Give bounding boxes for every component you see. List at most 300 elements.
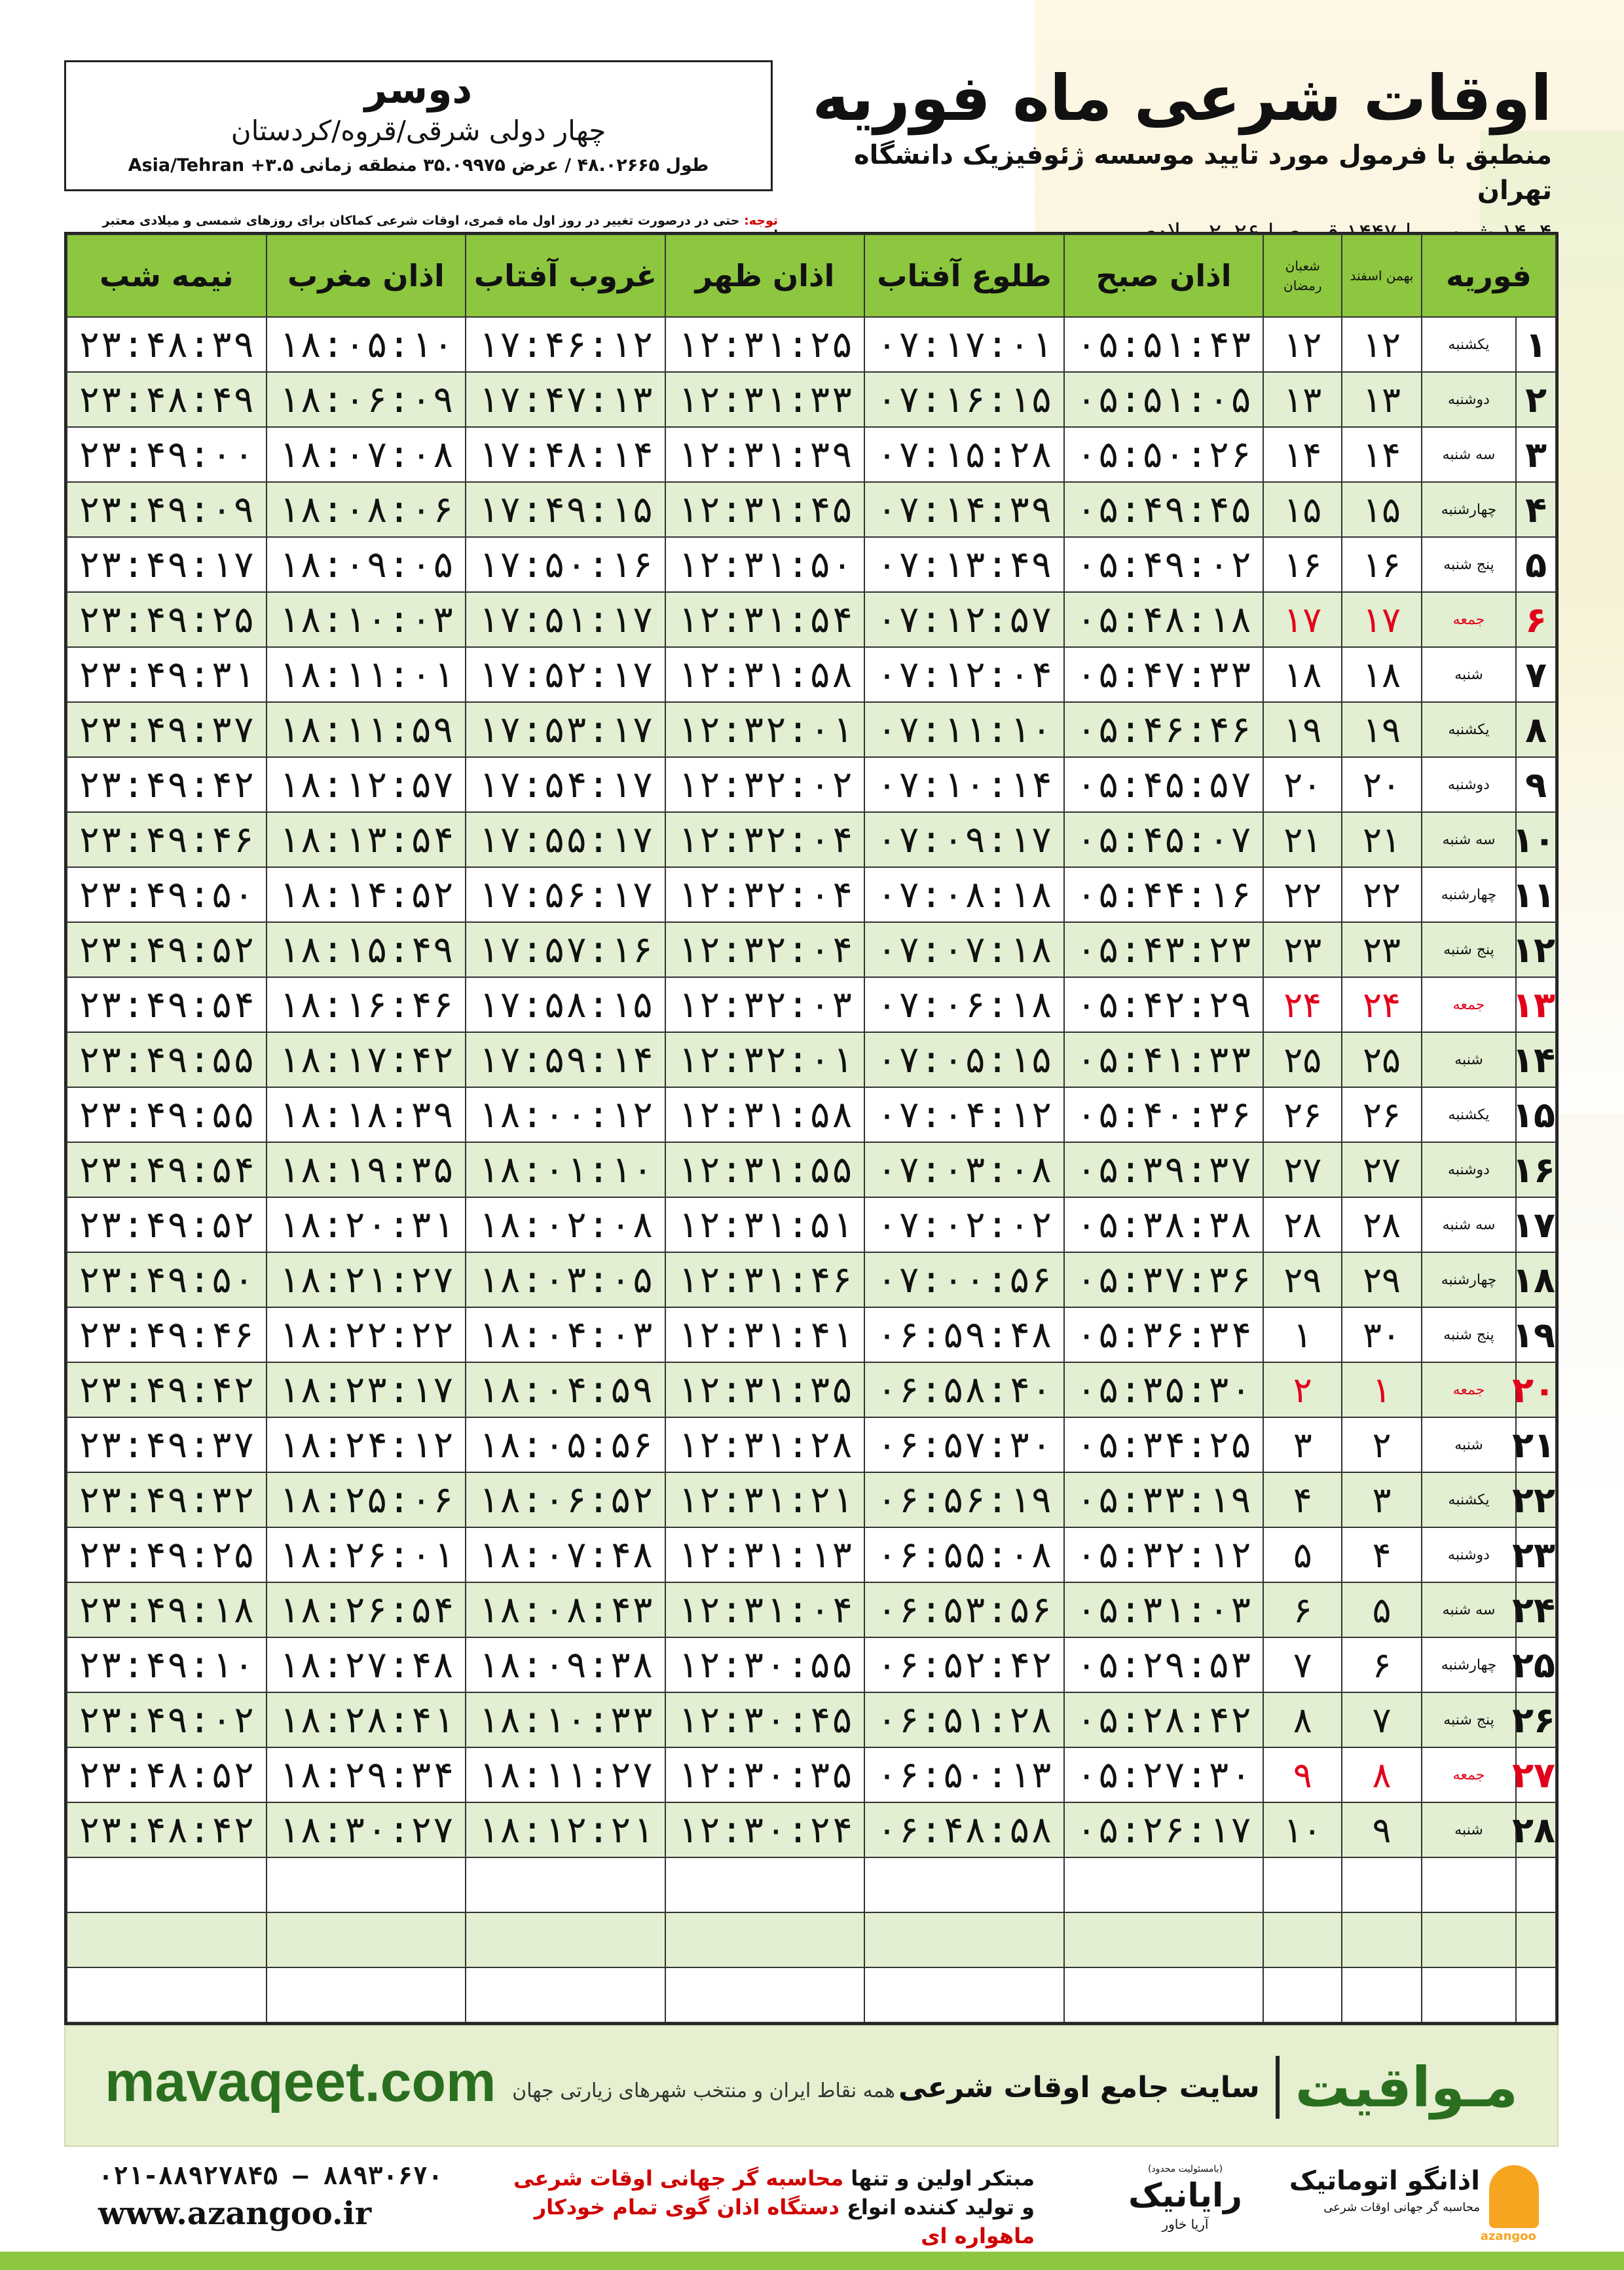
lunar-date: ۵ [1263,1527,1342,1582]
fajr-time: ۰۵:۳۵:۳۰ [1064,1362,1264,1417]
fajr-time: ۰۵:۳۲:۱۲ [1064,1527,1264,1582]
midnight-time: ۲۳:۴۹:۵۴ [67,1142,267,1197]
table-row [67,537,1556,592]
fajr-time: ۰۵:۲۷:۳۰ [1064,1747,1264,1802]
empty-cell [267,1857,466,1912]
midnight-time: ۲۳:۴۸:۳۹ [67,317,267,372]
midnight-time: ۲۳:۴۹:۵۰ [67,867,267,922]
maghrib-time: ۱۸:۰۵:۱۰ [267,317,466,372]
solar-date: ۲۶ [1342,1087,1422,1142]
maghrib-time: ۱۸:۱۱:۵۹ [267,702,466,757]
day-number: ۱۳ [1516,977,1556,1032]
region-name: چهار دولی شرقی/قروه/کردستان [231,115,606,147]
sunset-time: ۱۸:۱۲:۲۱ [466,1802,665,1857]
midnight-time: ۲۳:۴۹:۳۲ [67,1472,267,1527]
dhuhr-time: ۱۲:۳۱:۵۵ [665,1142,865,1197]
dhuhr-time: ۱۲:۳۲:۰۱ [665,1032,865,1087]
sunrise-time: ۰۷:۱۵:۲۸ [864,427,1064,482]
table-body [67,317,1556,2022]
midnight-time: ۲۳:۴۹:۲۵ [67,1527,267,1582]
empty-cell [1516,1967,1556,2022]
solar-date: ۱۸ [1342,647,1422,702]
fajr-time: ۰۵:۴۵:۰۷ [1064,812,1264,867]
day-number: ۷ [1516,647,1556,702]
weekday: پنج شنبه [1422,1307,1516,1362]
sunrise-time: ۰۷:۱۱:۱۰ [864,702,1064,757]
rayanik-logo [1107,2164,1264,2242]
lunar-date: ۱۷ [1263,592,1342,647]
dhuhr-time: ۱۲:۳۱:۳۵ [665,1362,865,1417]
sunrise-time: ۰۶:۵۲:۴۲ [864,1637,1064,1692]
header-sunset: غروب آفتاب [466,234,665,317]
fajr-time: ۰۵:۵۱:۴۳ [1064,317,1264,372]
fajr-time: ۰۵:۵۰:۲۶ [1064,427,1264,482]
table-row [67,1527,1556,1582]
table-row [67,757,1556,812]
website-url[interactable]: mavaqeet.com [105,2051,496,2113]
maghrib-time: ۱۸:۱۸:۳۹ [267,1087,466,1142]
dhuhr-time: ۱۲:۳۲:۰۳ [665,977,865,1032]
day-number: ۱۴ [1516,1032,1556,1087]
sunset-time: ۱۸:۰۱:۱۰ [466,1142,665,1197]
maghrib-time: ۱۸:۲۳:۱۷ [267,1362,466,1417]
day-number: ۲۱ [1516,1417,1556,1472]
solar-date: ۲۹ [1342,1252,1422,1307]
maghrib-time: ۱۸:۱۴:۵۲ [267,867,466,922]
solar-date: ۳۰ [1342,1307,1422,1362]
maghrib-time: ۱۸:۱۶:۴۶ [267,977,466,1032]
empty-row [67,1857,1556,1912]
sunrise-time: ۰۷:۱۳:۴۹ [864,537,1064,592]
day-number: ۱۵ [1516,1087,1556,1142]
dhuhr-time: ۱۲:۳۱:۴۶ [665,1252,865,1307]
midnight-time: ۲۳:۴۹:۴۶ [67,1307,267,1362]
coordinates: طول ۴۸.۰۲۶۶۵ / عرض ۳۵.۰۹۹۷۵ منطقه زمانی ۳.۵+ Asia/Tehran [128,155,709,176]
empty-cell [1342,1967,1422,2022]
sunrise-time: ۰۷:۰۵:۱۵ [864,1032,1064,1087]
table-row [67,1417,1556,1472]
lunar-date: ۳ [1263,1417,1342,1472]
day-number: ۲ [1516,372,1556,427]
empty-cell [1422,1967,1516,2022]
weekday: پنج شنبه [1422,922,1516,977]
empty-row [67,1967,1556,2022]
website-brand-group [512,2055,1518,2119]
fajr-time: ۰۵:۳۸:۳۸ [1064,1197,1264,1252]
sunrise-time: ۰۶:۵۶:۱۹ [864,1472,1064,1527]
empty-cell [1342,1912,1422,1967]
table-row [67,1142,1556,1197]
solar-date: ۱۷ [1342,592,1422,647]
empty-cell [466,1912,665,1967]
azangoo-logo [1283,2161,1539,2246]
table-row [67,1252,1556,1307]
day-number: ۱۹ [1516,1307,1556,1362]
solar-date: ۱۲ [1342,317,1422,372]
midnight-time: ۲۳:۴۹:۱۸ [67,1582,267,1637]
empty-cell [665,1912,865,1967]
solar-date: ۲۸ [1342,1197,1422,1252]
lunar-date: ۱۹ [1263,702,1342,757]
day-number: ۲۴ [1516,1582,1556,1637]
maghrib-time: ۱۸:۲۱:۲۷ [267,1252,466,1307]
lunar-date: ۶ [1263,1582,1342,1637]
day-number: ۱۷ [1516,1197,1556,1252]
day-number: ۱ [1516,317,1556,372]
lunar-date: ۱۵ [1263,482,1342,537]
solar-date: ۹ [1342,1802,1422,1857]
sunrise-time: ۰۷:۰۰:۵۶ [864,1252,1064,1307]
sunrise-time: ۰۷:۰۷:۱۸ [864,922,1064,977]
day-number: ۱۲ [1516,922,1556,977]
weekday: جمعه [1422,1747,1516,1802]
weekday: دوشنبه [1422,372,1516,427]
midnight-time: ۲۳:۴۹:۱۰ [67,1637,267,1692]
header-lunar-month: شعبان رمضان [1263,234,1342,317]
page-title: اوقات شرعی ماه فوریه [812,62,1552,135]
maghrib-time: ۱۸:۰۶:۰۹ [267,372,466,427]
lunar-date: ۲ [1263,1362,1342,1417]
lunar-date: ۲۹ [1263,1252,1342,1307]
weekday: سه شنبه [1422,427,1516,482]
title-block [799,59,1552,251]
maghrib-time: ۱۸:۳۰:۲۷ [267,1802,466,1857]
weekday: شنبه [1422,1802,1516,1857]
midnight-time: ۲۳:۴۹:۵۴ [67,977,267,1032]
day-number: ۳ [1516,427,1556,482]
sunrise-time: ۰۷:۱۲:۵۷ [864,592,1064,647]
solar-date: ۸ [1342,1747,1422,1802]
midnight-time: ۲۳:۴۹:۵۵ [67,1087,267,1142]
midnight-time: ۲۳:۴۹:۰۰ [67,427,267,482]
weekday: پنج شنبه [1422,537,1516,592]
solar-date: ۳ [1342,1472,1422,1527]
day-number: ۸ [1516,702,1556,757]
midnight-time: ۲۳:۴۸:۴۹ [67,372,267,427]
dhuhr-time: ۱۲:۳۱:۳۳ [665,372,865,427]
lunar-date: ۱ [1263,1307,1342,1362]
fajr-time: ۰۵:۴۹:۰۲ [1064,537,1264,592]
maghrib-time: ۱۸:۱۷:۴۲ [267,1032,466,1087]
maghrib-time: ۱۸:۱۲:۵۷ [267,757,466,812]
sunset-time: ۱۸:۰۵:۵۶ [466,1417,665,1472]
sunset-time: ۱۸:۰۲:۰۸ [466,1197,665,1252]
sunset-time: ۱۷:۴۷:۱۳ [466,372,665,427]
fajr-time: ۰۵:۴۳:۲۳ [1064,922,1264,977]
sunset-time: ۱۷:۴۸:۱۴ [466,427,665,482]
slogan-sub: همه نقاط ایران و منتخب شهرهای زیارتی جهان [512,2079,895,2102]
solar-date: ۱۳ [1342,372,1422,427]
midnight-time: ۲۳:۴۹:۵۰ [67,1252,267,1307]
weekday: یکشنبه [1422,702,1516,757]
fajr-time: ۰۵:۴۶:۴۶ [1064,702,1264,757]
weekday: چهارشنبه [1422,482,1516,537]
sunset-time: ۱۷:۵۳:۱۷ [466,702,665,757]
sunset-time: ۱۸:۰۶:۵۲ [466,1472,665,1527]
dhuhr-time: ۱۲:۳۰:۵۵ [665,1637,865,1692]
solar-date: ۵ [1342,1582,1422,1637]
sunset-time: ۱۸:۰۴:۰۳ [466,1307,665,1362]
day-number: ۱۸ [1516,1252,1556,1307]
sunset-time: ۱۸:۰۹:۳۸ [466,1637,665,1692]
lunar-date: ۲۴ [1263,977,1342,1032]
lunar-date: ۲۱ [1263,812,1342,867]
sunset-time: ۱۸:۰۰:۱۲ [466,1087,665,1142]
phone-numbers: ۰۲۱-۸۸۹۲۷۸۴۵ – ۸۸۹۳۰۶۷۰ [98,2161,443,2190]
line2-highlight: دستگاه اذان گوی تمام خودکار ماهواره ای [534,2195,1035,2248]
sunset-time: ۱۸:۰۴:۵۹ [466,1362,665,1417]
maghrib-time: ۱۸:۱۱:۰۱ [267,647,466,702]
lunar-date: ۲۲ [1263,867,1342,922]
empty-cell [1064,1967,1264,2022]
location-box [64,60,773,191]
notice-label: توجه: [744,214,778,228]
fajr-time: ۰۵:۴۸:۱۸ [1064,592,1264,647]
maghrib-time: ۱۸:۲۲:۲۲ [267,1307,466,1362]
empty-cell [67,1857,267,1912]
day-number: ۲۰ [1516,1362,1556,1417]
weekday: جمعه [1422,1362,1516,1417]
day-number: ۴ [1516,482,1556,537]
midnight-time: ۲۳:۴۹:۱۷ [67,537,267,592]
table-row [67,1032,1556,1087]
header-month: فوریه [1422,234,1556,317]
table-row [67,867,1556,922]
table-row [67,1087,1556,1142]
dhuhr-time: ۱۲:۳۱:۴۵ [665,482,865,537]
solar-date: ۱۶ [1342,537,1422,592]
maghrib-time: ۱۸:۱۵:۴۹ [267,922,466,977]
brand-logo-text: مـواقیت [1295,2055,1518,2119]
empty-cell [864,1967,1064,2022]
lunar-date: ۱۴ [1263,427,1342,482]
weekday: دوشنبه [1422,757,1516,812]
day-number: ۶ [1516,592,1556,647]
description-line-2 [498,2193,1035,2250]
solar-date: ۲۳ [1342,922,1422,977]
description-line-1 [498,2164,1035,2193]
table-row [67,372,1556,427]
rayanik-name: رایانیک [1128,2176,1242,2214]
maghrib-time: ۱۸:۰۷:۰۸ [267,427,466,482]
maghrib-time: ۱۸:۰۹:۰۵ [267,537,466,592]
solar-date: ۲۵ [1342,1032,1422,1087]
table-row [67,317,1556,372]
empty-cell [1263,1857,1342,1912]
dhuhr-time: ۱۲:۳۱:۵۴ [665,592,865,647]
sunrise-time: ۰۶:۵۹:۴۸ [864,1307,1064,1362]
weekday: دوشنبه [1422,1142,1516,1197]
contact-block [98,2161,504,2232]
empty-cell [864,1912,1064,1967]
header-sunrise: طلوع آفتاب [864,234,1064,317]
empty-cell [1064,1857,1264,1912]
lunar-date: ۱۶ [1263,537,1342,592]
weekday: دوشنبه [1422,1527,1516,1582]
day-number: ۲۲ [1516,1472,1556,1527]
fajr-time: ۰۵:۲۸:۴۲ [1064,1692,1264,1747]
sunrise-time: ۰۷:۱۴:۳۹ [864,482,1064,537]
header-solar-month: بهمن اسفند [1342,234,1422,317]
sunset-time: ۱۷:۵۱:۱۷ [466,592,665,647]
empty-cell [864,1857,1064,1912]
table-row [67,1307,1556,1362]
empty-cell [665,1857,865,1912]
maghrib-time: ۱۸:۲۹:۳۴ [267,1747,466,1802]
midnight-time: ۲۳:۴۹:۰۲ [67,1692,267,1747]
dhuhr-time: ۱۲:۳۱:۴۱ [665,1307,865,1362]
midnight-time: ۲۳:۴۹:۵۲ [67,1197,267,1252]
empty-cell [466,1857,665,1912]
table-header-row [67,234,1556,317]
prayer-table-wrapper [64,232,1559,2025]
maghrib-time: ۱۸:۰۸:۰۶ [267,482,466,537]
lunar-date: ۲۳ [1263,922,1342,977]
sunrise-time: ۰۷:۱۲:۰۴ [864,647,1064,702]
fajr-time: ۰۵:۳۳:۱۹ [1064,1472,1264,1527]
header-fajr: اذان صبح [1064,234,1264,317]
midnight-time: ۲۳:۴۹:۰۹ [67,482,267,537]
empty-cell [267,1912,466,1967]
fajr-time: ۰۵:۴۴:۱۶ [1064,867,1264,922]
solar-date: ۲۷ [1342,1142,1422,1197]
sunrise-time: ۰۷:۰۶:۱۸ [864,977,1064,1032]
day-number: ۱۱ [1516,867,1556,922]
fajr-time: ۰۵:۳۱:۰۳ [1064,1582,1264,1637]
midnight-time: ۲۳:۴۹:۴۲ [67,757,267,812]
table-row [67,812,1556,867]
page-subtitle: منطبق با فرمول مورد تایید موسسه ژئوفیزیک دانشگاه تهران [854,140,1552,206]
midnight-time: ۲۳:۴۹:۴۶ [67,812,267,867]
fajr-time: ۰۵:۴۷:۳۳ [1064,647,1264,702]
dhuhr-time: ۱۲:۳۱:۰۴ [665,1582,865,1637]
fajr-time: ۰۵:۳۹:۳۷ [1064,1142,1264,1197]
azangoo-slogan: محاسبه گر جهانی اوقات شرعی [1323,2201,1480,2214]
sunset-time: ۱۷:۵۲:۱۷ [466,647,665,702]
midnight-time: ۲۳:۴۹:۳۷ [67,1417,267,1472]
sunrise-time: ۰۷:۱۰:۱۴ [864,757,1064,812]
day-number: ۱۶ [1516,1142,1556,1197]
dhuhr-time: ۱۲:۳۲:۰۴ [665,922,865,977]
rayanik-sub: آریا خاور [1162,2216,1209,2232]
dhuhr-time: ۱۲:۳۰:۲۴ [665,1802,865,1857]
sunrise-time: ۰۷:۰۳:۰۸ [864,1142,1064,1197]
lunar-date: ۴ [1263,1472,1342,1527]
solar-date: ۲۴ [1342,977,1422,1032]
dhuhr-time: ۱۲:۳۲:۰۴ [665,812,865,867]
maghrib-time: ۱۸:۲۶:۵۴ [267,1582,466,1637]
empty-cell [1516,1857,1556,1912]
empty-cell [1516,1912,1556,1967]
azangoo-url[interactable]: www.azangoo.ir [98,2195,372,2232]
lunar-date: ۹ [1263,1747,1342,1802]
dhuhr-time: ۱۲:۳۰:۴۵ [665,1692,865,1747]
sunrise-time: ۰۷:۱۶:۱۵ [864,372,1064,427]
day-number: ۲۳ [1516,1527,1556,1582]
solar-date: ۷ [1342,1692,1422,1747]
sunset-time: ۱۷:۵۵:۱۷ [466,812,665,867]
table-row [67,702,1556,757]
sunset-time: ۱۷:۵۰:۱۶ [466,537,665,592]
table-row [67,1472,1556,1527]
line1-highlight: محاسبه گر جهانی اوقات شرعی [513,2166,844,2191]
solar-date: ۴ [1342,1527,1422,1582]
day-number: ۹ [1516,757,1556,812]
fajr-time: ۰۵:۴۵:۵۷ [1064,757,1264,812]
day-number: ۲۷ [1516,1747,1556,1802]
lunar-date: ۲۰ [1263,757,1342,812]
sunset-time: ۱۷:۵۴:۱۷ [466,757,665,812]
table-row [67,1197,1556,1252]
header-maghrib: اذان مغرب [267,234,466,317]
dhuhr-time: ۱۲:۳۰:۳۵ [665,1747,865,1802]
midnight-time: ۲۳:۴۹:۲۵ [67,592,267,647]
midnight-time: ۲۳:۴۹:۳۷ [67,702,267,757]
solar-date: ۶ [1342,1637,1422,1692]
empty-cell [67,1912,267,1967]
empty-cell [1342,1857,1422,1912]
dhuhr-time: ۱۲:۳۱:۳۹ [665,427,865,482]
fajr-time: ۰۵:۳۴:۲۵ [1064,1417,1264,1472]
maghrib-time: ۱۸:۲۵:۰۶ [267,1472,466,1527]
sunset-time: ۱۸:۱۱:۲۷ [466,1747,665,1802]
table-row [67,427,1556,482]
dhuhr-time: ۱۲:۳۲:۰۲ [665,757,865,812]
sunrise-time: ۰۶:۵۱:۲۸ [864,1692,1064,1747]
maghrib-time: ۱۸:۱۹:۳۵ [267,1142,466,1197]
midnight-time: ۲۳:۴۹:۵۲ [67,922,267,977]
maghrib-time: ۱۸:۲۰:۳۱ [267,1197,466,1252]
sunrise-time: ۰۶:۵۷:۳۰ [864,1417,1064,1472]
table-row [67,647,1556,702]
weekday: چهارشنبه [1422,1252,1516,1307]
notice-text: حتی در درصورت تغییر در روز اول ماه قمری، اوقات شرعی کماکان برای روزهای شمسی و میلادی معتبر [102,214,740,228]
line2-text: و تولید کننده انواع [839,2195,1035,2220]
weekday: پنج شنبه [1422,1692,1516,1747]
weekday: شنبه [1422,1417,1516,1472]
sunrise-time: ۰۶:۵۵:۰۸ [864,1527,1064,1582]
sunrise-time: ۰۶:۴۸:۵۸ [864,1802,1064,1857]
weekday: چهارشنبه [1422,1637,1516,1692]
solar-date: ۲۰ [1342,757,1422,812]
table-row [67,1802,1556,1857]
sunset-time: ۱۸:۰۳:۰۵ [466,1252,665,1307]
fajr-time: ۰۵:۳۶:۳۴ [1064,1307,1264,1362]
sunset-time: ۱۷:۴۶:۱۲ [466,317,665,372]
empty-cell [665,1967,865,2022]
weekday: جمعه [1422,592,1516,647]
solar-date: ۱۴ [1342,427,1422,482]
sunset-time: ۱۸:۰۷:۴۸ [466,1527,665,1582]
weekday: شنبه [1422,647,1516,702]
midnight-time: ۲۳:۴۹:۴۲ [67,1362,267,1417]
website-banner [64,2025,1559,2147]
table-row [67,1582,1556,1637]
sunset-time: ۱۷:۵۷:۱۶ [466,922,665,977]
empty-cell [67,1967,267,2022]
sunrise-time: ۰۷:۰۲:۰۲ [864,1197,1064,1252]
lunar-date: ۲۸ [1263,1197,1342,1252]
weekday: سه شنبه [1422,1197,1516,1252]
day-number: ۲۵ [1516,1637,1556,1692]
table-row [67,977,1556,1032]
lunar-date: ۲۶ [1263,1087,1342,1142]
maghrib-time: ۱۸:۱۰:۰۳ [267,592,466,647]
weekday: یکشنبه [1422,317,1516,372]
dhuhr-time: ۱۲:۳۱:۱۳ [665,1527,865,1582]
day-number: ۱۰ [1516,812,1556,867]
sunrise-time: ۰۶:۵۰:۱۳ [864,1747,1064,1802]
